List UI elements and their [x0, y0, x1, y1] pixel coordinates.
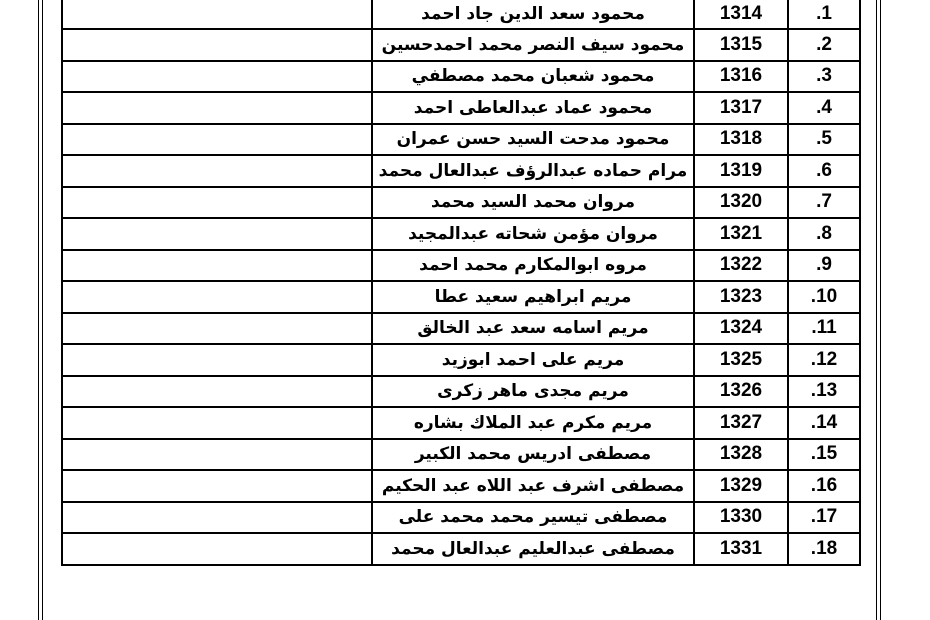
student-name: مصطفى تيسير محمد محمد على	[372, 502, 694, 534]
student-name: محمود شعبان محمد مصطفي	[372, 61, 694, 93]
table-row	[62, 313, 860, 345]
student-code: 1325	[694, 344, 788, 376]
table-row	[62, 155, 860, 187]
blank-cell	[62, 92, 372, 124]
student-name: مصطفى عبدالعليم عبدالعال محمد	[372, 533, 694, 565]
student-name: مروان محمد السيد محمد	[372, 187, 694, 219]
blank-cell	[62, 187, 372, 219]
student-name: مصطفى ادريس محمد الكبير	[372, 439, 694, 471]
student-code: 1315	[694, 29, 788, 61]
row-number: 15.	[788, 439, 860, 471]
student-code: 1319	[694, 155, 788, 187]
blank-cell	[62, 344, 372, 376]
blank-cell	[62, 502, 372, 534]
student-name: مصطفى اشرف عبد اللاه عبد الحكيم	[372, 470, 694, 502]
row-number: 18.	[788, 533, 860, 565]
student-code: 1327	[694, 407, 788, 439]
row-number: 6.	[788, 155, 860, 187]
student-name: محمود مدحت السيد حسن عمران	[372, 124, 694, 156]
row-number: 14.	[788, 407, 860, 439]
table-row	[62, 344, 860, 376]
row-number: 10.	[788, 281, 860, 313]
student-name: مريم مجدى ماهر زكرى	[372, 376, 694, 408]
blank-cell	[62, 313, 372, 345]
page-border-right-inner	[880, 0, 881, 620]
table-row	[62, 0, 860, 29]
student-code: 1324	[694, 313, 788, 345]
student-code: 1321	[694, 218, 788, 250]
student-code: 1329	[694, 470, 788, 502]
student-roster-table	[61, 0, 861, 566]
row-number: 2.	[788, 29, 860, 61]
table-row	[62, 29, 860, 61]
row-number: 4.	[788, 92, 860, 124]
blank-cell	[62, 61, 372, 93]
student-name: محمود سيف النصر محمد احمدحسين	[372, 29, 694, 61]
student-code: 1331	[694, 533, 788, 565]
row-number: 1.	[788, 0, 860, 29]
student-code: 1318	[694, 124, 788, 156]
table-row	[62, 187, 860, 219]
blank-cell	[62, 250, 372, 282]
row-number: 8.	[788, 218, 860, 250]
page-border-left-inner	[42, 0, 43, 620]
student-name: مريم مكرم عبد الملاك بشاره	[372, 407, 694, 439]
blank-cell	[62, 533, 372, 565]
table-row	[62, 61, 860, 93]
student-name: مريم على احمد ابوزيد	[372, 344, 694, 376]
student-code: 1322	[694, 250, 788, 282]
row-number: 9.	[788, 250, 860, 282]
table-row	[62, 250, 860, 282]
student-name: مريم ابراهيم سعيد عطا	[372, 281, 694, 313]
row-number: 11.	[788, 313, 860, 345]
table-row	[62, 218, 860, 250]
row-number: 17.	[788, 502, 860, 534]
table-row	[62, 407, 860, 439]
blank-cell	[62, 0, 372, 29]
student-name: محمود عماد عبدالعاطى احمد	[372, 92, 694, 124]
table-row	[62, 281, 860, 313]
student-name: محمود سعد الدين جاد احمد	[372, 0, 694, 29]
blank-cell	[62, 155, 372, 187]
student-code: 1316	[694, 61, 788, 93]
blank-cell	[62, 439, 372, 471]
student-name: مريم اسامه سعد عبد الخالق	[372, 313, 694, 345]
student-code: 1330	[694, 502, 788, 534]
student-name: مروان مؤمن شحاته عبدالمجيد	[372, 218, 694, 250]
student-name: مروه ابوالمكارم محمد احمد	[372, 250, 694, 282]
table-row	[62, 439, 860, 471]
page-border-left	[38, 0, 39, 620]
student-code: 1323	[694, 281, 788, 313]
row-number: 16.	[788, 470, 860, 502]
student-code: 1326	[694, 376, 788, 408]
blank-cell	[62, 124, 372, 156]
blank-cell	[62, 470, 372, 502]
table-row	[62, 92, 860, 124]
row-number: 7.	[788, 187, 860, 219]
blank-cell	[62, 407, 372, 439]
page-border-right	[876, 0, 877, 620]
roster-body	[62, 0, 860, 565]
row-number: 12.	[788, 344, 860, 376]
table-row	[62, 124, 860, 156]
row-number: 13.	[788, 376, 860, 408]
row-number: 5.	[788, 124, 860, 156]
row-number: 3.	[788, 61, 860, 93]
student-name: مرام حماده عبدالرؤف عبدالعال محمد	[372, 155, 694, 187]
student-code: 1320	[694, 187, 788, 219]
table-row	[62, 533, 860, 565]
table-row	[62, 376, 860, 408]
blank-cell	[62, 376, 372, 408]
student-code: 1328	[694, 439, 788, 471]
blank-cell	[62, 281, 372, 313]
student-code: 1317	[694, 92, 788, 124]
blank-cell	[62, 218, 372, 250]
blank-cell	[62, 29, 372, 61]
table-row	[62, 470, 860, 502]
student-code: 1314	[694, 0, 788, 29]
table-row	[62, 502, 860, 534]
